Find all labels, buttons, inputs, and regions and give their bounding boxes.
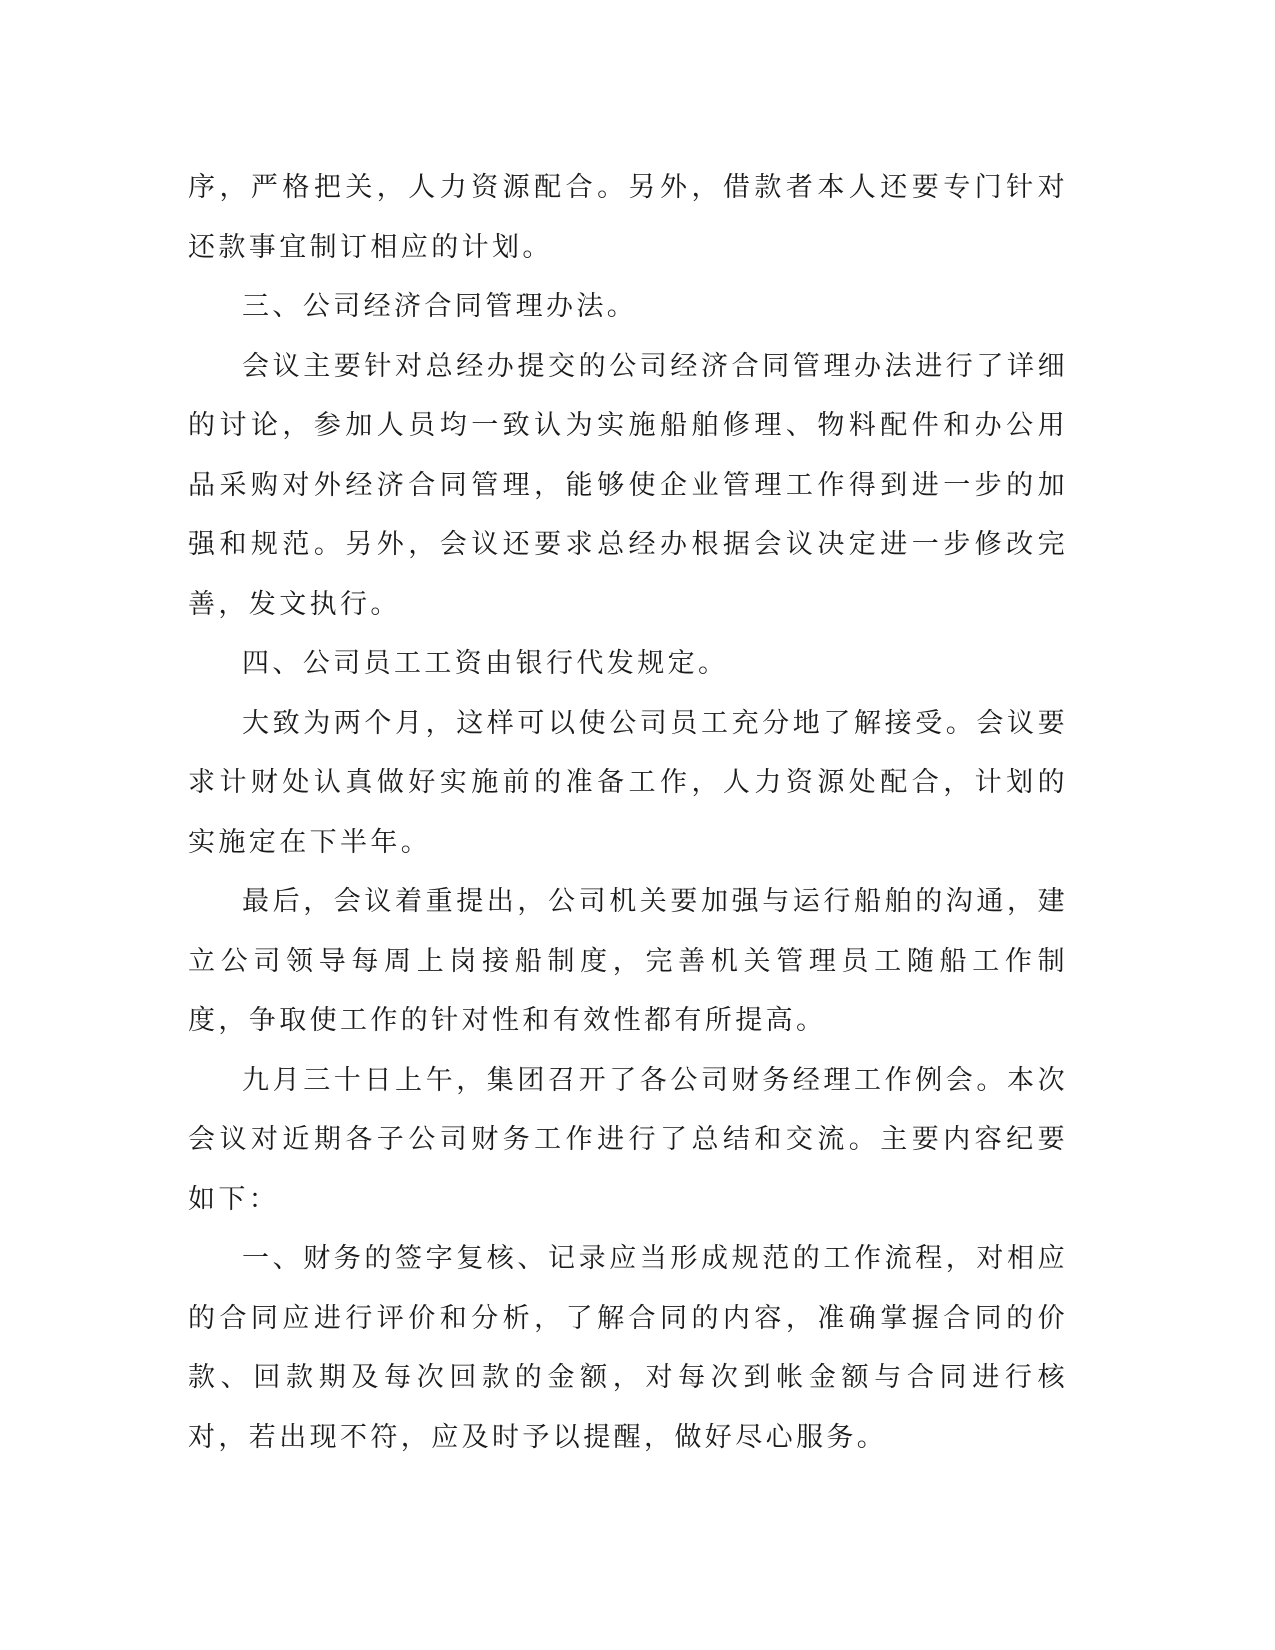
paragraph-finance-meeting: 九月三十日上午，集团召开了各公司财务经理工作例会。本次会议对近期各子公司财务工作进行了总结和交流。主要内容纪要如下：: [188, 1064, 1068, 1215]
paragraph-finance-item-1: 一、财务的签字复核、记录应当形成规范的工作流程，对相应的合同应进行评价和分析，了解合同的内容，准确掌握合同的价款、回款期及每次回款的金额，对每次到帐金额与合同进行核对，若出现不符，应及时予以提醒，做好尽心服务。: [188, 1243, 1068, 1453]
document-body: [188, 158, 1068, 1467]
section-heading-4: 四、公司员工工资由银行代发规定。: [242, 648, 729, 679]
section-heading-3: 三、公司经济合同管理办法。: [242, 291, 638, 322]
paragraph-continuation: 序，严格把关，人力资源配合。另外，借款者本人还要专门针对还款事宜制订相应的计划。: [188, 172, 1068, 263]
paragraph-conclusion: 最后，会议着重提出，公司机关要加强与运行船舶的沟通，建立公司领导每周上岗接船制度，完善机关管理员工随船工作制度，争取使工作的针对性和有效性都有所提高。: [188, 886, 1068, 1036]
paragraph-contract-management: 会议主要针对总经办提交的公司经济合同管理办法进行了详细的讨论，参加人员均一致认为实施船舶修理、物料配件和办公用品采购对外经济合同管理，能够使企业管理工作得到进一步的加强和规范。另外，会议还要求总经办根据会议决定进一步修改完善，发文执行。: [188, 350, 1068, 620]
paragraph-salary-payment: 大致为两个月，这样可以使公司员工充分地了解接受。会议要求计财处认真做好实施前的准备工作，人力资源处配合，计划的实施定在下半年。: [188, 707, 1068, 858]
